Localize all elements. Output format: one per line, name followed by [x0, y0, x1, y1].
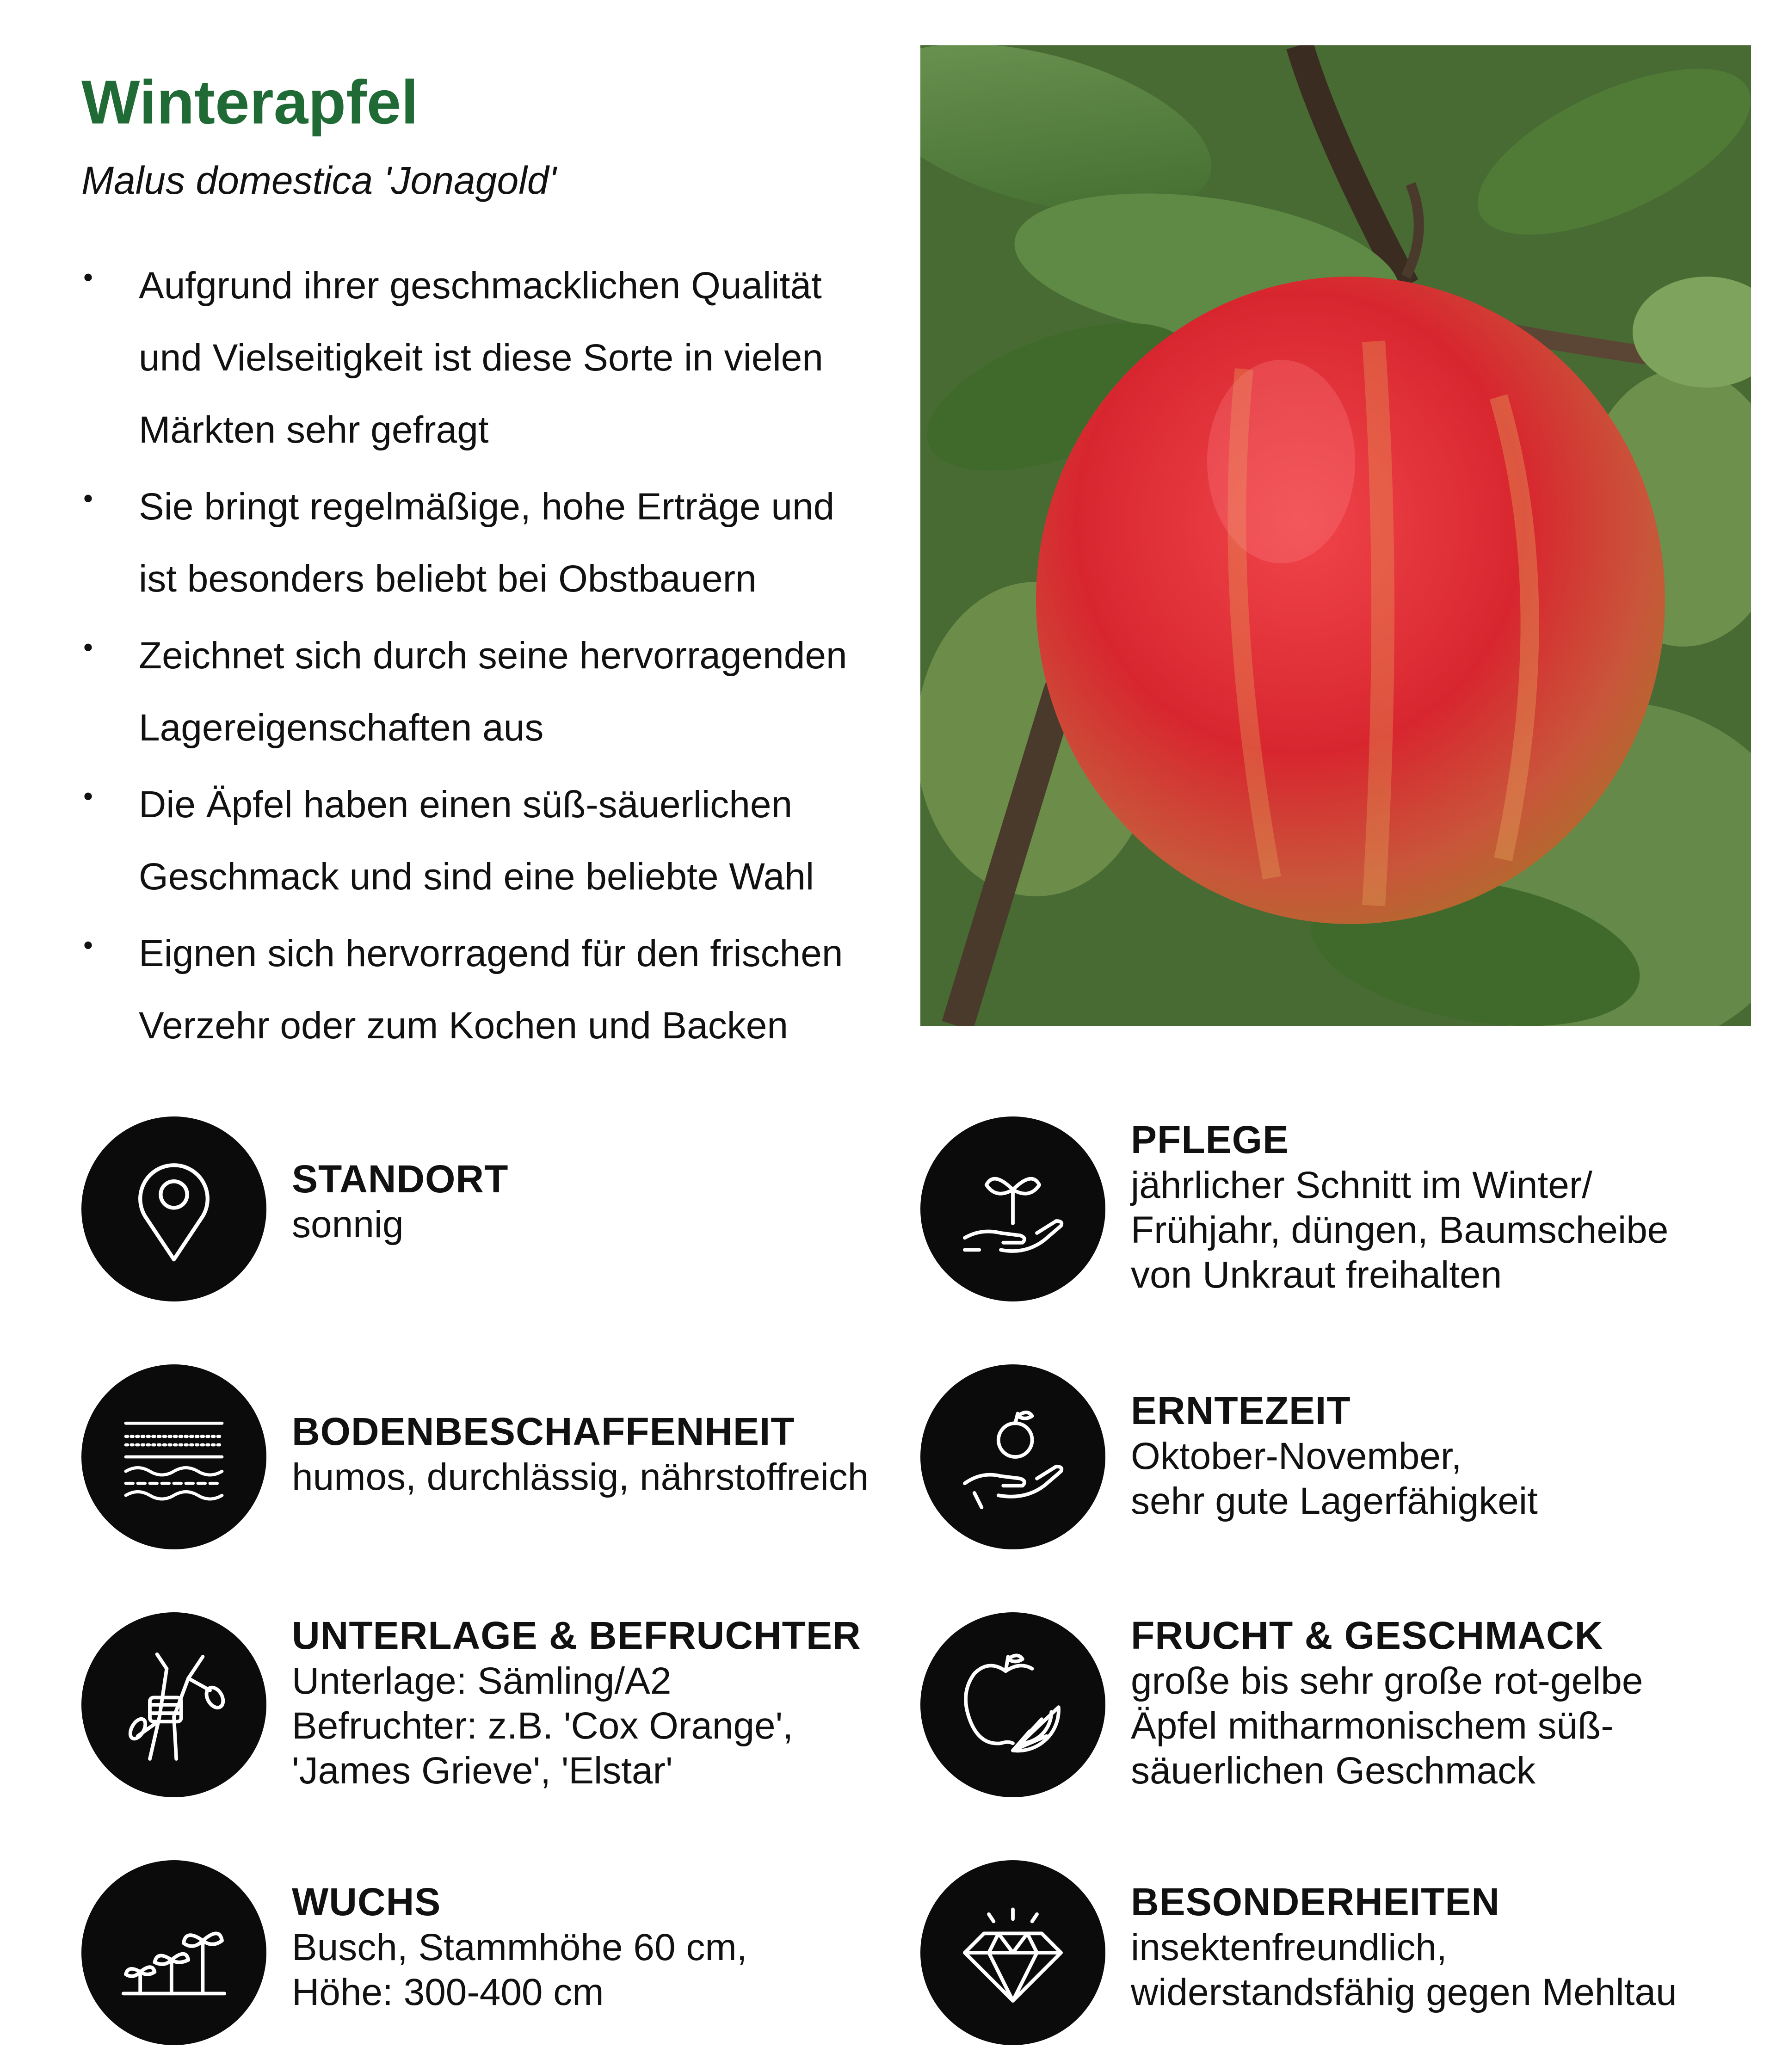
bullet-dot: •	[83, 781, 93, 812]
page-title: Winterapfel	[81, 68, 419, 137]
feature-standort	[81, 1116, 914, 1311]
feature-detail: jährlicher Schnitt im Winter/	[1131, 1164, 1592, 1206]
soil-layers-icon	[81, 1364, 266, 1549]
feature-detail: Unterlage: Sämling/A2	[292, 1660, 672, 1702]
apple-photo-illustration	[920, 45, 1751, 1026]
feature-frucht-geschmack	[920, 1612, 1753, 1807]
feature-detail: 'James Grieve', 'Elstar'	[292, 1750, 673, 1792]
bullet-item: • Die Äpfel haben einen süß-säuerlichen Geschmack und sind eine beliebte Wahl	[74, 769, 906, 913]
bullet-dot: •	[83, 930, 93, 961]
feature-heading: BESONDERHEITEN	[1131, 1880, 1500, 1924]
hand-plant-icon	[920, 1116, 1105, 1301]
feature-detail: sonnig	[292, 1203, 404, 1246]
feature-heading: ERNTEZEIT	[1131, 1389, 1351, 1432]
location-pin-icon	[81, 1116, 266, 1301]
feature-detail: Höhe: 300-400 cm	[292, 1971, 604, 2013]
feature-pflege	[920, 1116, 1753, 1311]
feature-unterlage-befruchter	[81, 1612, 914, 1807]
seedlings-icon	[81, 1860, 266, 2045]
feature-heading: BODENBESCHAFFENHEIT	[292, 1410, 795, 1453]
feature-heading: WUCHS	[292, 1880, 441, 1924]
feature-wuchs	[81, 1860, 914, 2054]
bullet-item: • Eignen sich hervorragend für den frischen Verzehr oder zum Kochen und Backen	[74, 918, 906, 1062]
apple-orange-slice-icon	[920, 1612, 1105, 1797]
bullet-item: • Aufgrund ihrer geschmacklichen Qualität und Vielseitigkeit ist diese Sorte in vielen Märkten sehr gefragt	[74, 250, 906, 466]
feature-erntezeit	[920, 1364, 1753, 1559]
bullet-dot: •	[83, 483, 93, 514]
feature-detail: Busch, Stammhöhe 60 cm,	[292, 1926, 747, 1968]
feature-detail: widerstandsfähig gegen Mehltau	[1131, 1971, 1677, 2013]
grafting-branch-icon	[81, 1612, 266, 1797]
feature-bullet-list	[74, 250, 906, 1067]
feature-detail: große bis sehr große rot-gelbe	[1131, 1660, 1643, 1702]
bullet-dot: •	[83, 632, 93, 663]
diamond-icon	[920, 1860, 1105, 2045]
feature-detail: Äpfel mitharmonischem süß-	[1131, 1705, 1614, 1747]
feature-detail: Oktober-November,	[1131, 1435, 1462, 1477]
feature-besonderheiten	[920, 1860, 1753, 2054]
bullet-item: • Sie bringt regelmäßige, hohe Erträge und ist besonders beliebt bei Obstbauern	[74, 471, 906, 615]
bullet-dot: •	[83, 262, 93, 293]
feature-detail: Befruchter: z.B. 'Cox Orange',	[292, 1705, 794, 1747]
apple-photo	[920, 45, 1751, 1026]
feature-heading: STANDORT	[292, 1157, 509, 1201]
feature-detail: von Unkraut freihalten	[1131, 1254, 1502, 1296]
hand-fruit-icon	[920, 1364, 1105, 1549]
feature-detail: säuerlichen Geschmack	[1131, 1750, 1536, 1792]
feature-detail: insektenfreundlich,	[1131, 1926, 1447, 1968]
feature-heading: UNTERLAGE & BEFRUCHTER	[292, 1614, 861, 1657]
feature-detail: Frühjahr, düngen, Baumscheibe	[1131, 1209, 1669, 1251]
feature-heading: FRUCHT & GESCHMACK	[1131, 1614, 1603, 1657]
bullet-item: • Zeichnet sich durch seine hervorragenden Lagereigenschaften aus	[74, 620, 906, 764]
feature-heading: PFLEGE	[1131, 1118, 1289, 1161]
feature-detail: sehr gute Lagerfähigkeit	[1131, 1480, 1538, 1522]
feature-bodenbeschaffenheit	[81, 1364, 914, 1559]
botanical-name: Malus domestica 'Jonagold'	[81, 159, 556, 202]
feature-detail: humos, durchlässig, nährstoffreich	[292, 1456, 869, 1498]
